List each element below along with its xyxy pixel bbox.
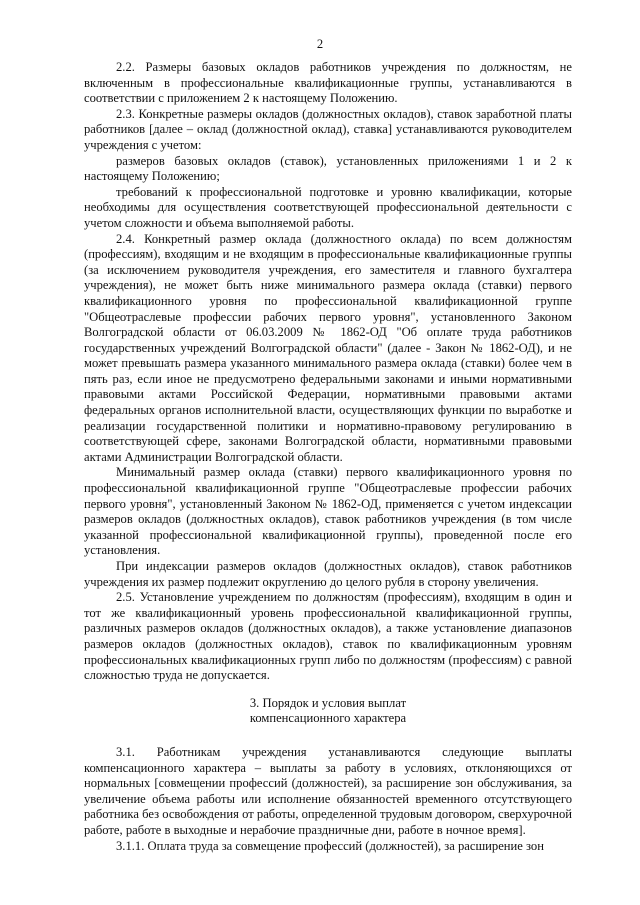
paragraph-2-4: 2.4. Конкретный размер оклада (должностного оклада) по всем должностям (профессиям), входящим и не входящим в профессиональные квалификационные группы (за исключением руководителя учреждения, его заместителя и главного бухгалтера учреждения), не может быть ниже минимального размера оклада (ставки) первого квалификационного уровня по профессиональной квалификационной группе "Общеотраслевые профессии рабочих первого уровня", установленного Законом Волгоградской области от 06.03.2009 № 1862-ОД "Об оплате труда работников государственных учреждений Волгоградской области" (далее - Закон № 1862-ОД), и не может превышать размера указанного минимального размера оклада (ставки) более чем в пять раз, если иное не предусмотрено федеральными законами и иными нормативными правовыми актами Российской Федерации, нормативными правовыми актами федеральных органов исполнительной власти, осуществляющих функции по выработке и реализации государственной политики и нормативно-правовому регулированию в соответствующей сфере, законами Волгоградской области, нормативными правовыми актами Администрации Волгоградской области.: [84, 231, 572, 464]
paragraph-2-3-item-2: требований к профессиональной подготовке и уровню квалификации, которые необходимы для осуществления соответствующей профессиональной деятельности с учетом сложности и объема выполняемой работы.: [84, 184, 572, 230]
paragraph-3-1-1: 3.1.1. Оплата труда за совмещение профессий (должностей), за расширение зон: [116, 838, 544, 853]
section-3-heading: [84, 696, 572, 727]
paragraph-3-1: 3.1. Работникам учреждения устанавливаются следующие выплаты компенсационного характера – выплаты за работу в условиях, отклоняющихся от нормальных [совмещении профессий (должностей), за расширение зон обслуживания, за увеличение объема работы или исполнение обязанностей временного отсутствующего работника без освобождения от работы, определенной трудовым договором, сверхурочной работе, работе в выходные и нерабочие праздничные дни, работе в ночное время].: [84, 744, 572, 837]
section-3-heading-line-2: компенсационного характера: [249, 711, 407, 726]
paragraph-2-4-minimum: Минимальный размер оклада (ставки) первого квалификационного уровня по профессиональной квалификационной группе "Общеотраслевые профессии рабочих первого уровня", установленный Законом № 1862-ОД, применяется с учетом индексации размеров окладов (должностных окладов), ставок работников учреждения (в том числе указанной профессиональной квалификационной группы), проведенной после его установления.: [84, 465, 572, 558]
page-number: 2: [316, 37, 324, 51]
paragraph-2-3: 2.3. Конкретные размеры окладов (должностных окладов), ставок заработной платы работников [далее – оклад (должностной оклад), ставка] устанавливаются руководителем учреждения с учетом:: [84, 106, 572, 152]
section-3-heading-line-1: 3. Порядок и условия выплат: [249, 695, 407, 710]
paragraph-2-4-indexation: При индексации размеров окладов (должностных окладов), ставок работников учреждения их размер подлежит округлению до целого рубля в сторону увеличения.: [84, 559, 572, 589]
document-body: [84, 60, 572, 854]
paragraph-2-3-item-1: размеров базовых окладов (ставок), установленных приложениями 1 и 2 к настоящему Положению;: [84, 153, 572, 184]
paragraph-2-2: 2.2. Размеры базовых окладов работников учреждения по должностям, не включенным в профессиональные квалификационные группы, устанавливаются в соответствии с приложением 2 к настоящему Положению.: [84, 60, 572, 106]
paragraph-2-5: 2.5. Установление учреждением по должностям (профессиям), входящим в один и тот же квалификационный уровень профессиональной квалификационной группы, различных размеров окладов (должностных окладов), а также установление диапазонов размеров окладов (должностных окладов), ставок по квалификационным уровням профессиональных квалификационных групп либо по должностям (профессиям) с равной сложностью труда не допускается.: [84, 590, 572, 683]
